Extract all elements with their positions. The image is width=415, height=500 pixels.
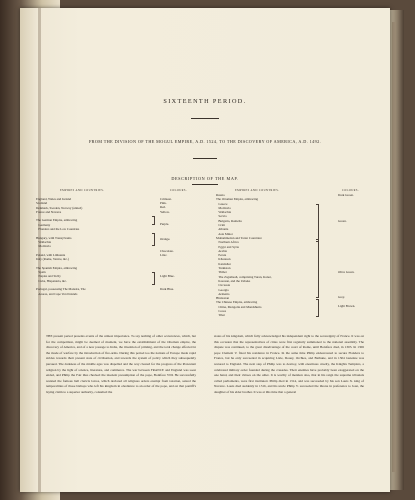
colour-entry: Light Brown.: [338, 304, 356, 308]
bracket-ottoman: [316, 204, 319, 242]
back-board: [392, 22, 396, 472]
country-entry: Cuba, Hispaniola, &c.: [36, 278, 67, 283]
country-entry: Northern Africa: [216, 240, 239, 245]
colour-entry: Red.: [160, 205, 166, 209]
country-entry: Arabia: [216, 248, 227, 253]
colour-entry: Yellow.: [160, 210, 170, 214]
bracket-german: [152, 216, 155, 225]
country-entry: Portugal, possessing The Madeira, The: [36, 287, 86, 292]
country-entry: Poland, with Lithuania: [36, 252, 66, 257]
period-title: SIXTEENTH PERIOD.: [163, 98, 247, 105]
country-entry: Tibet: [216, 313, 225, 318]
left-country-list: [36, 197, 86, 296]
page-edges: [388, 10, 404, 490]
country-entry: Wallachia: [36, 239, 51, 244]
country-entry: France and Navarre: [36, 209, 62, 214]
country-entry: Persia: [216, 253, 227, 258]
country-entry: Moldavia: [36, 244, 51, 249]
bracket-china: [316, 299, 319, 317]
colour-entry: Chocolate.: [160, 249, 174, 253]
subtitle-rule: [193, 158, 217, 159]
country-entry: Corea: [216, 309, 227, 314]
bracket-mohammedan: [316, 239, 319, 298]
country-entry: China, Mongolia and Mandshuria: [216, 304, 262, 309]
right-country-list: [216, 193, 272, 318]
title-rule: [191, 118, 219, 119]
colour-entry: Dark Blue.: [160, 287, 174, 291]
country-entry: Azores, and Cape Verd Islands: [36, 291, 78, 296]
colour-entry: Olive Green.: [338, 270, 355, 274]
country-entry: Kharasan: [216, 257, 231, 262]
colour-entry: Crimson.: [160, 197, 172, 201]
country-entry: Turkistan: [216, 266, 231, 271]
header-colours-right: COLOURS.: [342, 189, 359, 192]
atlas-page: [20, 8, 390, 492]
country-entry: Armenia: [216, 291, 230, 296]
body-column-left: THE present period presents events of the utmost importance. To say nothing of other occurrences, which, but for the competition, might be deemed of moment, we have the establishment of the Ottoman empire, the discovery of America, and of a new passage to India, the invention of printing, and the total change effected in the mode of warfare by the introduction of fire-arms. During this period too the nations of Europe made rapid strides towards their present state of civilisation, and towards the system of policy which they subsequently pursued. The darkness of the middle ages was dispelled and the way cleared for the progress of the Protestant religion by the light of science, literature, and commerce. The war between FRANCE and England was soon ended, and Philip the Fair thus checked the insolent presumption of the pope, Boniface VIII. He successfully resisted the famous bull clericis laicos, which declared all religious orders exempt from taxation, seized the temporalities of those bishops who left his kingdom in obedience to an order of the pope, and on that pontiff's laying claim to a superior authority, consulted the: [46, 334, 196, 394]
country-entry: Bulgaria, Romelia: [216, 218, 242, 223]
country-entry: The Chinese Empire, embracing: [216, 300, 258, 305]
colour-entry: Grey.: [338, 295, 345, 299]
country-entry: Moldavia: [216, 205, 231, 210]
country-entry: Kandahar: [216, 261, 231, 266]
colour-entry: Orange.: [160, 237, 171, 241]
country-entry: Koresan, and the Uzbeks: [216, 278, 251, 283]
country-entry: Wallachia: [216, 210, 231, 215]
colour-entry: Dark Green.: [338, 193, 354, 197]
colour-entry: Light Blue.: [160, 274, 175, 278]
country-entry: Georgia: [216, 287, 229, 292]
colour-entry: Green.: [338, 219, 347, 223]
period-subtitle: FROM THE DIVISION OF THE MOGUL EMPIRE, A.D. 1524, TO THE DISCOVERY OF AMERICA, A.D. 1492.: [88, 139, 322, 144]
colour-entry: Purple.: [160, 222, 170, 226]
colour-entry: Lilac.: [160, 253, 168, 257]
country-entry: Mohammedan and Tartar Countries:: [216, 235, 263, 240]
country-entry: The German Empire, embracing: [36, 218, 78, 223]
country-entry: Spain: [36, 270, 46, 275]
country-entry: Thibet: [216, 270, 227, 275]
country-entry: The Zagatheah, comprising Turan, Kanat,: [216, 274, 272, 279]
colour-entry: Pink.: [160, 201, 167, 205]
country-entry: Crim: [216, 223, 225, 228]
country-entry: Servia: [216, 214, 227, 219]
country-entry: England, Wales and Ireland: [36, 197, 72, 201]
country-entry: Denmark, Sweden, Norway (united): [36, 205, 83, 210]
country-entry: The Ottoman Empire, embracing: [216, 197, 259, 202]
header-colours-left: COLOURS.: [170, 189, 187, 192]
country-entry: Asia Minor: [216, 231, 233, 236]
country-entry: Egypt and Syria: [216, 244, 239, 249]
bracket-hungary: [152, 233, 155, 246]
country-entry: Flanders and the Low Countries: [36, 227, 80, 232]
country-entry: Greece: [216, 201, 228, 206]
country-entry: Italy (Rome, Venice, &c.): [36, 257, 69, 262]
country-entry: The Spanish Empire, embracing: [36, 265, 78, 270]
body-column-right: states of his kingdom, which fully acknowledged his independent right to the sovereignty of France. It was on this occasion that the representatives of cities were first regularly summoned to the national assembly. The dispute was continued, to the great disadvantage of the court of Rome, until Boniface died, in 1303. In 1306 pope Clement V. fixed his residence in France. In the same time Philip endeavoured to secure Flanders to France, but he only succeeded in acquiring Lisle, Douay, Orchies, and Bethune, and in 1304 Guienne was restored to England. The next step of Philip was to destroy, with enormous cruelty, the Knights Templars, a celebrated military order founded during the crusades. Their enemies have probably been exaggerated on the one hand, and their virtues on the other. It is worthy of mention also, that in his reign the supreme tribunals called parliaments, were first instituted. Philip died in 1314, and was succeeded by his son Louis X. king of Navarre. Louis died suddenly in 1316, and his uncle Philip V. succeeded the throne in preference to Joan, the daughter of his elder brother. It was at this time that a general: [214, 334, 364, 394]
header-countries-right: EMPIRES AND COUNTRIES.: [235, 189, 280, 192]
country-entry: Hindostan: [216, 296, 230, 301]
country-entry: Hungary, with Transylvania: [36, 235, 72, 240]
desc-rule: [192, 184, 218, 185]
country-entry: Naples and Sicily: [36, 274, 61, 279]
bracket-spain: [152, 272, 155, 285]
country-entry: Albania: [216, 227, 229, 232]
country-entry: Russia: [216, 193, 225, 197]
country-entry: Germany: [36, 222, 51, 227]
country-entry: Circassia: [216, 283, 231, 288]
map-description-heading: DESCRIPTION OF THE MAP.: [171, 176, 239, 181]
country-entry: Scotland: [36, 201, 48, 206]
header-countries-left: EMPIRES AND COUNTRIES.: [60, 189, 105, 192]
